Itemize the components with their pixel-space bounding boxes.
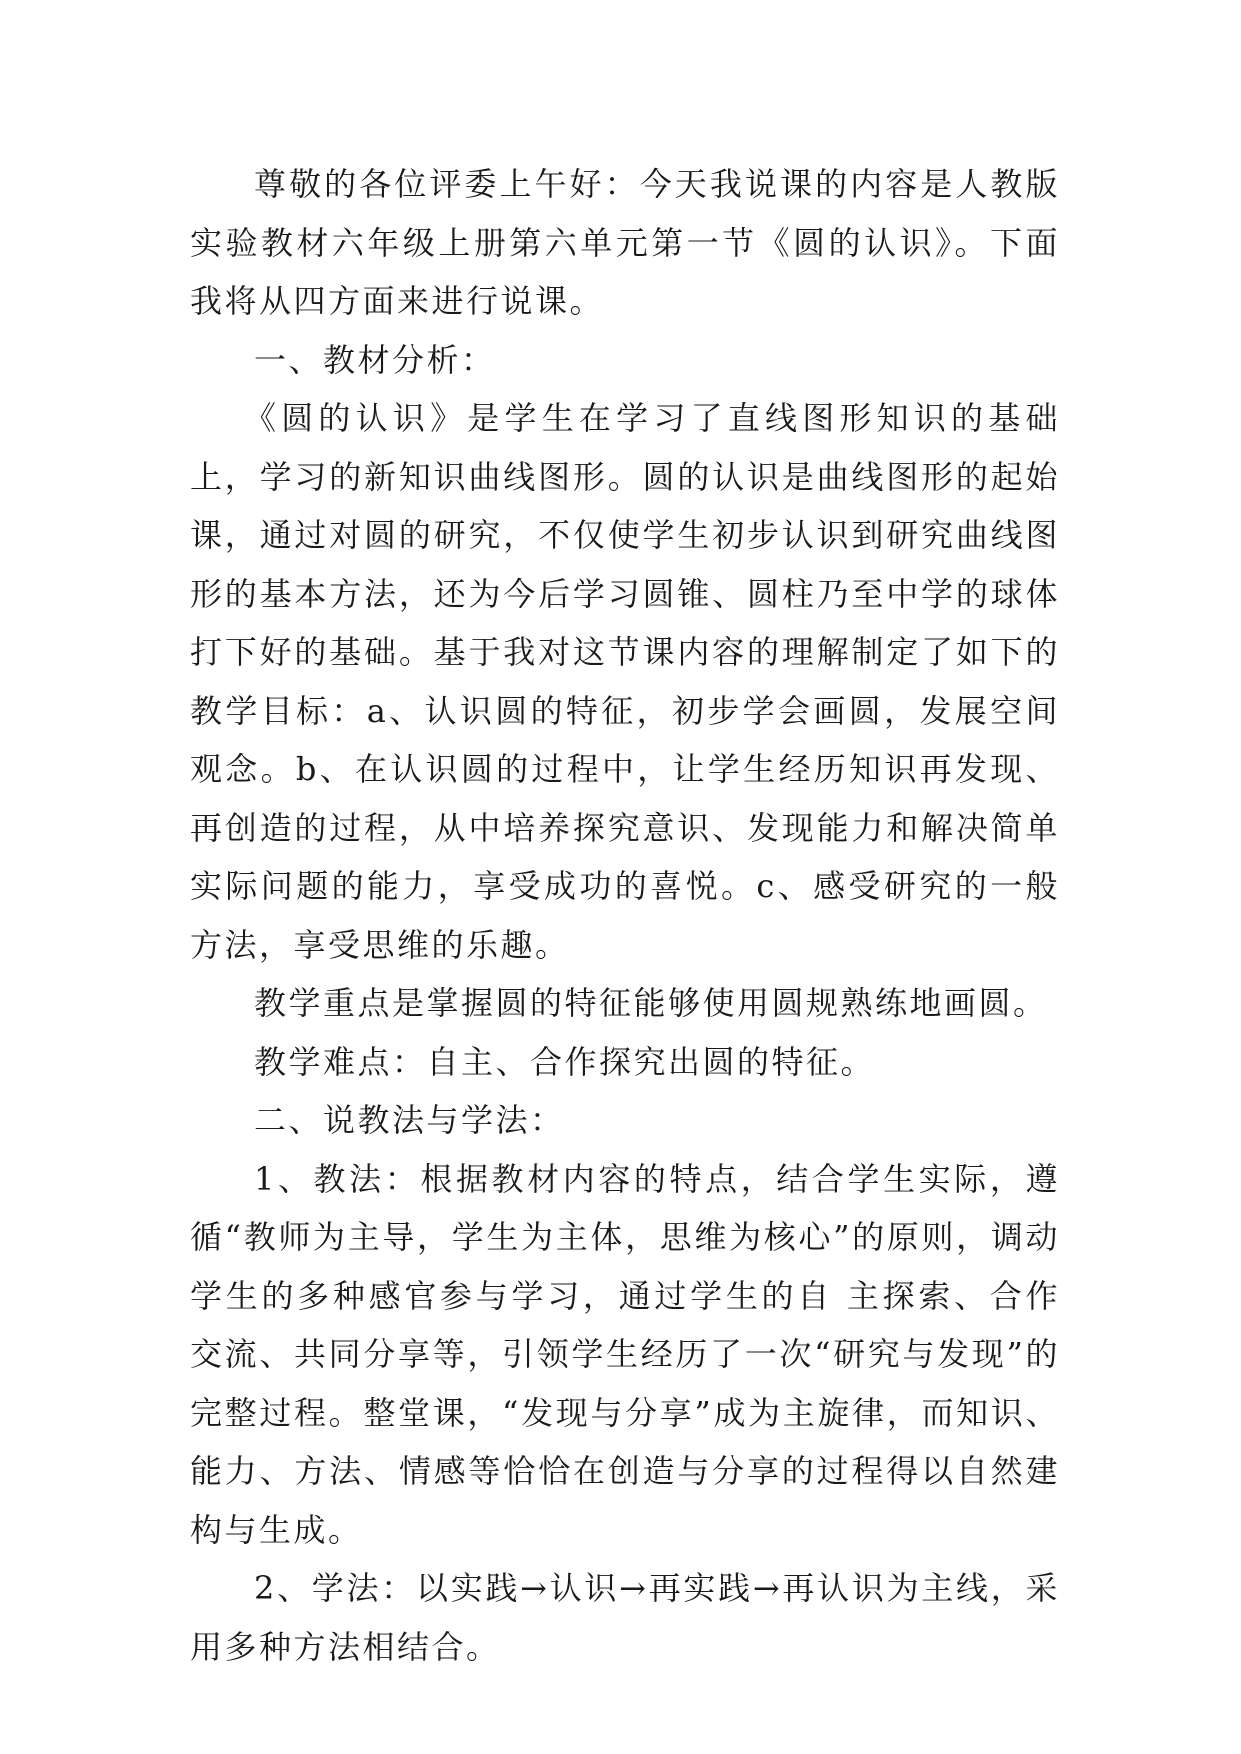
- document-body: [190, 155, 1060, 1676]
- section-heading-methods: 二、说教法与学法：: [254, 1101, 565, 1139]
- teaching-focus-paragraph: 教学重点是掌握圆的特征能够使用圆规熟练地画圆。: [254, 984, 1048, 1022]
- section-heading-textbook-analysis: 一、教材分析：: [254, 340, 496, 379]
- textbook-analysis-paragraph: 《圆的认识》是学生在学习了直线图形知识的基础上，学习的新知识曲线图形。圆的认识是曲线图形的起始课，通过对圆的研究，不仅使学生初步认识到研究曲线图形的基本方法，还为今后学习圆锥、圆柱乃至中学的球体打下好的基础。基于我对这节课内容的理解制定了如下的教学目标：a、认识圆的特征，初步学会画圆，发展空间观念。b、在认识圆的过程中，让学生经历知识再发现、再创造的过程，从中培养探究意识、发现能力和解决简单实际问题的能力，享受成功的喜悦。c、感受研究的一般方法，享受思维的乐趣。: [190, 399, 1060, 964]
- teaching-method-paragraph: 1、教法：根据教材内容的特点，结合学生实际，遵循“教师为主导，学生为主体，思维为核心”的原则，调动学生的多种感官参与学习，通过学生的自 主探索、合作交流、共同分享等，引领学生经历了一次“研究与发现”的完整过程。整堂课，“发现与分享”成为主旋律，而知识、能力、方法、情感等恰恰在创造与分享的过程得以自然建构与生成。: [190, 1159, 1060, 1549]
- intro-paragraph: 尊敬的各位评委上午好：今天我说课的内容是人教版实验教材六年级上册第六单元第一节《圆的认识》。下面我将从四方面来进行说课。: [190, 165, 1060, 320]
- teaching-difficulty-paragraph: 教学难点：自主、合作探究出圆的特征。: [254, 1042, 876, 1081]
- learning-method-paragraph: 2、学法：以实践→认识→再实践→再认识为主线，采用多种方法相结合。: [190, 1569, 1060, 1666]
